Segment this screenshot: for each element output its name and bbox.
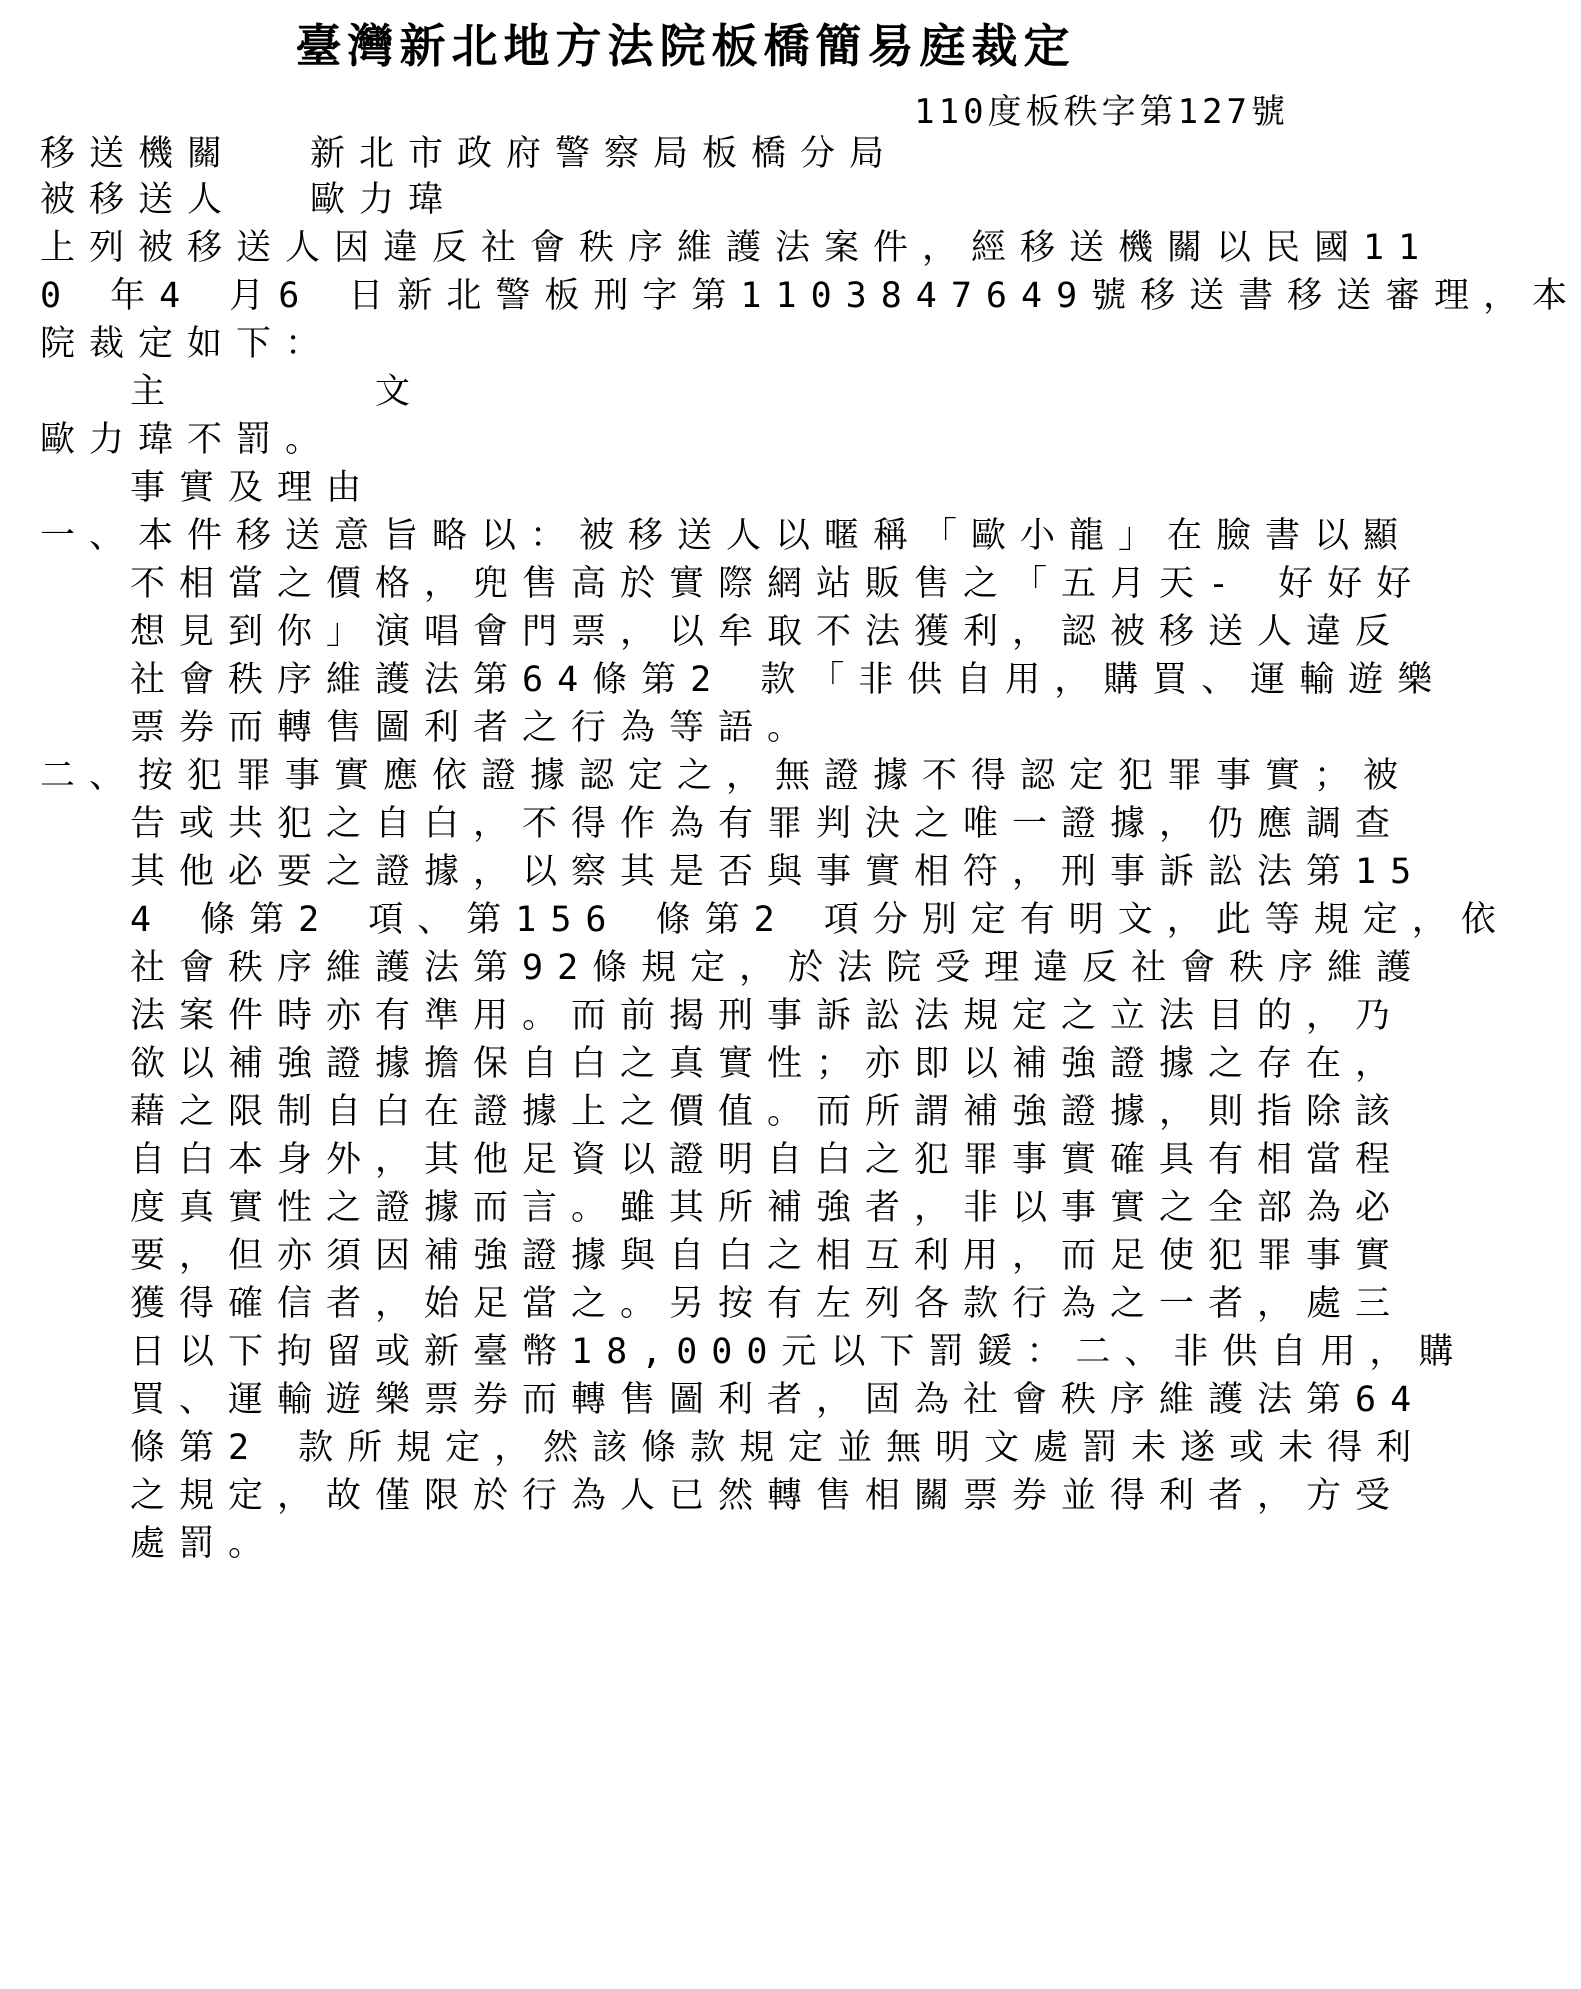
section2-line: 處罰。 <box>130 1524 278 1564</box>
section2-line: 社會秩序維護法第92條規定，於法院受理違反社會秩序維護 <box>130 948 1426 988</box>
ruling-text: 歐力瑋不罰。 <box>40 420 335 460</box>
section2-line: 4 條第2 項、第156 條第2 項分別定有明文，此等規定，依 <box>130 900 1510 940</box>
section2-line: 藉之限制自白在證據上之價值。而所謂補強證據，則指除該 <box>130 1092 1405 1132</box>
section2-line: 法案件時亦有準用。而前揭刑事訴訟法規定之立法目的，乃 <box>130 996 1405 1036</box>
party-value: 歐力瑋 <box>310 180 458 220</box>
section1-line: 社會秩序維護法第64條第2 款「非供自用，購買、運輸遊樂 <box>130 660 1447 700</box>
intro-line: 院裁定如下： <box>40 324 335 364</box>
section2-line: 要，但亦須因補強證據與自白之相互利用，而足使犯罪事實 <box>130 1236 1405 1276</box>
document-title: 臺灣新北地方法院板橋簡易庭裁定 <box>295 19 1076 73</box>
main-heading: 主 文 <box>130 372 425 412</box>
section2-line: 之規定，故僅限於行為人已然轉售相關票券並得利者，方受 <box>130 1476 1405 1516</box>
section1-line: 不相當之價格，兜售高於實際網站販售之「五月天- 好好好 <box>130 564 1426 604</box>
section2-line: 買、運輸遊樂票券而轉售圖利者，固為社會秩序維護法第64 <box>130 1380 1426 1420</box>
section2-line: 條第2 款所規定，然該條款規定並無明文處罰未遂或未得利 <box>130 1428 1426 1468</box>
section2-line: 獲得確信者，始足當之。另按有左列各款行為之一者，處三 <box>130 1284 1405 1324</box>
party-label: 被移送人 <box>40 180 237 220</box>
party-value: 新北市政府警察局板橋分局 <box>310 134 899 174</box>
section1-line: 票券而轉售圖利者之行為等語。 <box>130 708 817 748</box>
section2-line: 告或共犯之自白，不得作為有罪判決之唯一證據，仍應調查 <box>130 804 1405 844</box>
section2-line: 自白本身外，其他足資以證明自白之犯罪事實確具有相當程 <box>130 1140 1405 1180</box>
reasons-heading: 事實及理由 <box>130 468 376 508</box>
section2-line: 欲以補強證據擔保自白之真實性；亦即以補強證據之存在， <box>130 1044 1405 1084</box>
section2-line: 度真實性之證據而言。雖其所補強者，非以事實之全部為必 <box>130 1188 1405 1228</box>
section1-line: 想見到你」演唱會門票，以牟取不法獲利，認被移送人違反 <box>130 612 1405 652</box>
section2-line: 其他必要之證據，以察其是否與事實相符，刑事訴訟法第15 <box>130 852 1426 892</box>
party-row-respondent <box>40 172 457 222</box>
section2-line: 二、按犯罪事實應依證據認定之，無證據不得認定犯罪事實；被 <box>40 756 1413 796</box>
section1-line: 一、本件移送意旨略以：被移送人以暱稱「歐小龍」在臉書以顯 <box>40 516 1413 556</box>
intro-line: 0 年4 月6 日新北警板刑字第1103847649號移送書移送審理，本 <box>40 276 1581 316</box>
party-label: 移送機關 <box>40 134 237 174</box>
party-row-agency <box>40 126 898 176</box>
case-number: 110度板秩字第127號 <box>914 92 1289 132</box>
section2-line: 日以下拘留或新臺幣18,000元以下罰鍰：二、非供自用，購 <box>130 1332 1468 1372</box>
intro-line: 上列被移送人因違反社會秩序維護法案件，經移送機關以民國11 <box>40 228 1434 268</box>
